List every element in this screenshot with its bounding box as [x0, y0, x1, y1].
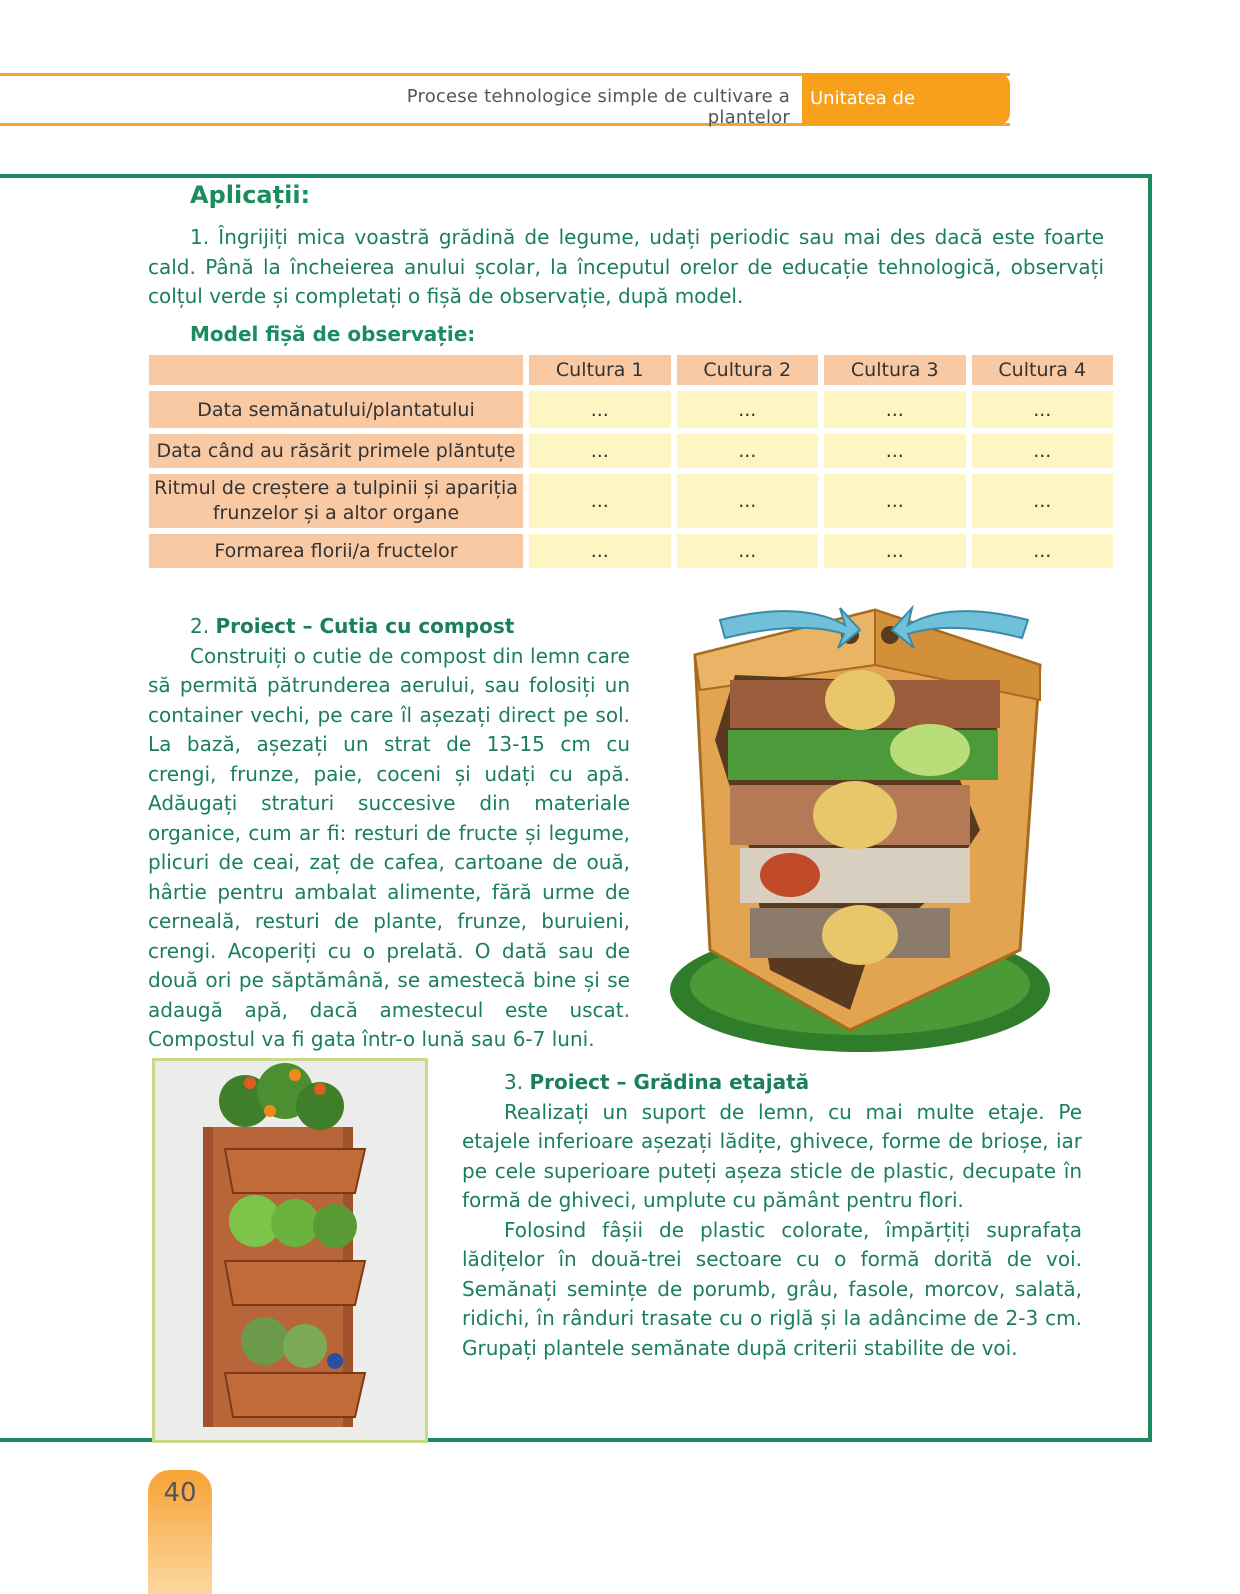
project2-heading: [148, 612, 630, 642]
row-label: Data semănatului/plantatului: [149, 391, 523, 428]
table-header-culture-3: Cultura 3: [824, 355, 966, 385]
row-label: Ritmul de creștere a tulpinii și apariția frunzelor și a altor organe: [149, 474, 523, 528]
page-number-tab: [148, 1470, 212, 1594]
project3-block: [462, 1068, 1082, 1363]
table-cell: ...: [972, 474, 1114, 528]
table-row: [149, 434, 1113, 468]
model-heading: Model fișă de observație:: [190, 322, 476, 346]
table-cell: ...: [529, 434, 671, 468]
table-header-culture-1: Cultura 1: [529, 355, 671, 385]
table-cell: ...: [677, 391, 819, 428]
table-row: [149, 474, 1113, 528]
project3-number: 3.: [504, 1070, 524, 1094]
unit-badge: [802, 73, 1010, 166]
project2-text: Construiți o cutie de compost din lemn care să permită pătrunderea aerului, sau folosiți un container vechi, pe care îl așezați direct pe sol. La bază, așezați un strat de 13-15 cm cu crengi, frunze, paie, coceni și udați cu apă. Adăugați straturi succesive din materiale organice, cum ar fi: resturi de fructe și legume, plicuri de ceai, zaț de cafea, cartoane de ouă, hârtie pentru ambalat alimente, fără urme de cerneală, resturi de plante, frunze, buruieni, crengi. Acoperiți cu o prelată. O dată sau de două ori pe săptămână, se amestecă bine și se adaugă apă, dacă amestecul este uscat. Compostul va fi gata într-o lună sau 6-7 luni.: [148, 643, 630, 1051]
unit-badge-number: 2: [888, 136, 907, 166]
observation-table: [143, 349, 1119, 574]
table-cell: ...: [824, 391, 966, 428]
vertical-planter-image: [155, 1061, 425, 1440]
table-header-culture-2: Cultura 2: [677, 355, 819, 385]
page-number: 40: [163, 1478, 197, 1508]
project3-heading: [462, 1068, 1082, 1098]
compost-box-illustration: [660, 590, 1060, 1060]
project3-title: Proiect – Grădina etajată: [529, 1070, 810, 1094]
table-corner: [149, 355, 523, 385]
item1-text: 1. Îngrijiți mica voastră grădină de legume, udați periodic sau mai des dacă este foarte cald. Până la încheierea anului școlar, la începutul orelor de educație tehnologică, observați colțul verde și completați o fișă de observație, după model.: [148, 225, 1104, 308]
table-cell: ...: [824, 474, 966, 528]
table-cell: ...: [972, 534, 1114, 568]
table-cell: ...: [677, 474, 819, 528]
project2-title: Proiect – Cutia cu compost: [215, 614, 515, 638]
applications-heading: Aplicații:: [190, 181, 311, 209]
header-title: Procese tehnologice simple de cultivare a plantelor: [406, 86, 790, 128]
table-row: [149, 534, 1113, 568]
table-cell: ...: [824, 534, 966, 568]
project2-number: 2.: [190, 614, 210, 638]
table-cell: ...: [972, 434, 1114, 468]
project2-block: [148, 612, 630, 1055]
table-cell: ...: [824, 434, 966, 468]
project3-text-2: Folosind fâșii de plastic colorate, împărțiți suprafața lădițelor în două-trei sectoare cu o formă dorită de voi. Semănați semințe de porumb, grâu, fasole, morcov, salată, ridichi, în rânduri trasate cu o riglă și la adâncime de 2-3 cm. Grupați plantele semănate după criterii stabilite de voi.: [462, 1217, 1082, 1360]
row-label: Data când au răsărit primele plăntuțe: [149, 434, 523, 468]
table-header-culture-4: Cultura 4: [972, 355, 1114, 385]
project3-text-1: Realizați un suport de lemn, cu mai multe etaje. Pe etajele inferioare așezați lădițe, ghivece, forme de brioșe, iar pe cele superioare puteți așeza sticle de plastic, decupate în formă de ghiveci, umplute cu pământ pentru flori.: [462, 1099, 1082, 1212]
table-cell: ...: [677, 534, 819, 568]
table-row: [149, 391, 1113, 428]
table-cell: ...: [972, 391, 1114, 428]
vertical-planter-photo: [152, 1058, 428, 1443]
table-cell: ...: [529, 474, 671, 528]
table-cell: ...: [529, 534, 671, 568]
row-label: Formarea florii/a fructelor: [149, 534, 523, 568]
table-cell: ...: [529, 391, 671, 428]
unit-badge-label: Unitatea de învățare: [810, 88, 916, 162]
table-cell: ...: [677, 434, 819, 468]
